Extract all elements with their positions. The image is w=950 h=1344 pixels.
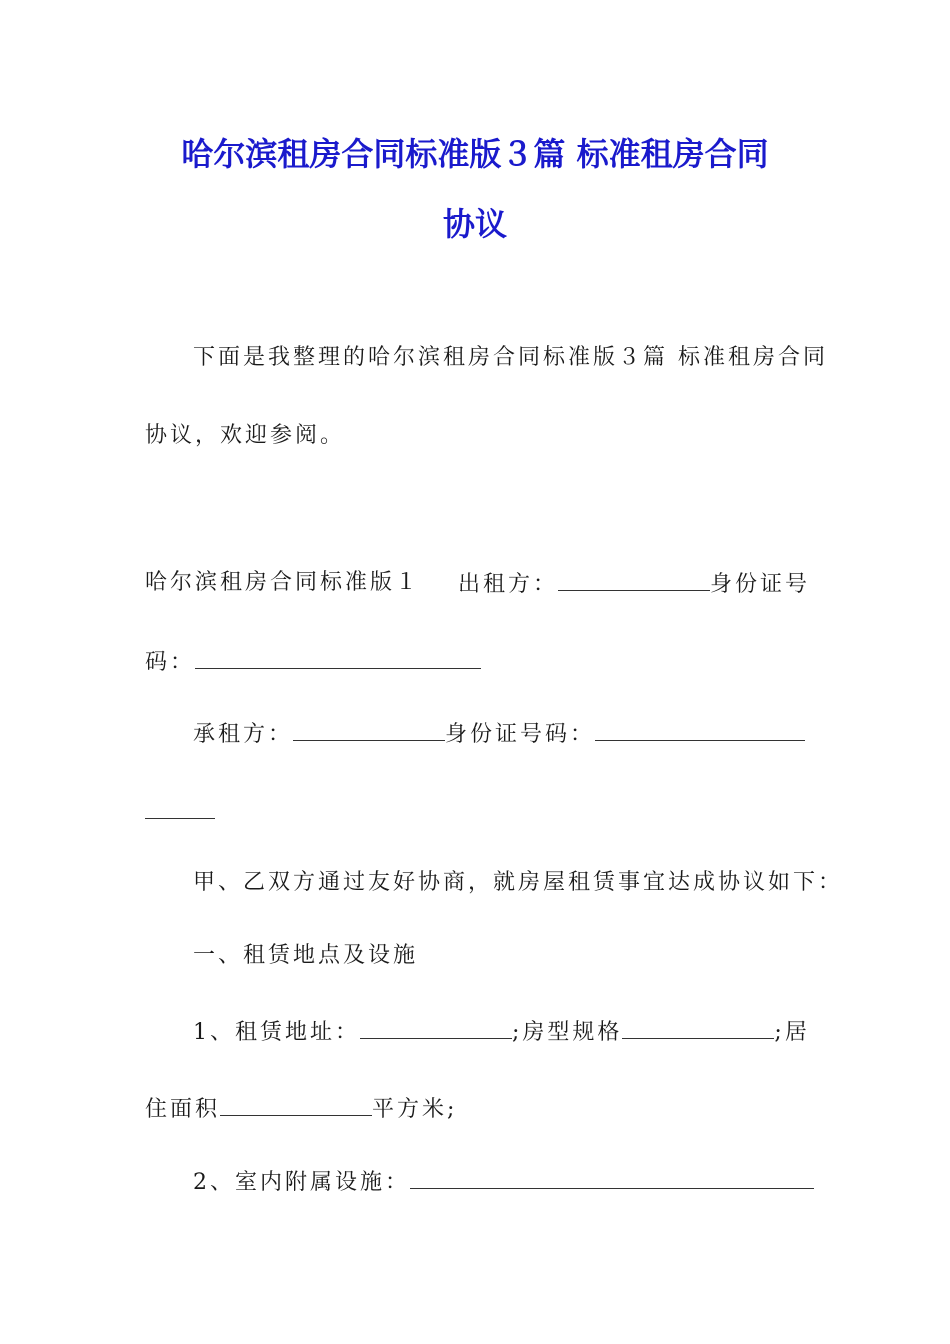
document-title-line2: 协议 — [442, 205, 507, 243]
living-area-blank — [220, 1097, 372, 1116]
lessee-blank — [293, 722, 445, 741]
item2-label: 2、室内附属设施： — [193, 1170, 410, 1195]
lessee-id-row-cont — [145, 800, 215, 824]
living-area-label: ;居 — [774, 1020, 810, 1045]
lessee-id-blank — [595, 722, 805, 741]
area-unit: 平方米; — [372, 1097, 458, 1122]
room-type-blank — [622, 1020, 774, 1039]
lessor-label: 出租方： — [458, 572, 559, 597]
lessor-blank — [558, 572, 710, 591]
contract1-header: 哈尔滨租房合同标准版１ — [145, 570, 421, 595]
contract1-header-row — [145, 572, 420, 594]
document-title-line1: 哈尔滨租房合同标准版３篇 标准租房合同 — [181, 135, 769, 173]
room-type-label: ;房型规格 — [512, 1020, 623, 1045]
lessor-id-label-cont: 码： — [145, 650, 196, 675]
intro-paragraph-line2: 协议，欢迎参阅。 — [145, 423, 346, 448]
lessor-id-label: 身份证号 — [710, 572, 811, 597]
lessee-row — [193, 722, 805, 746]
address-blank — [360, 1020, 512, 1039]
item1-row — [193, 1020, 810, 1044]
lessor-id-blank — [195, 650, 481, 669]
lessee-id-blank-cont — [145, 800, 215, 819]
section1-title: 一、租赁地点及设施 — [193, 943, 419, 968]
agreement-paragraph: 甲、乙双方通过友好协商，就房屋租赁事宜达成协议如下： — [193, 870, 844, 895]
lessor-id-row — [145, 650, 481, 674]
facilities-blank — [410, 1170, 814, 1189]
intro-paragraph-line1: 下面是我整理的哈尔滨租房合同标准版３篇 标准租房合同 — [193, 345, 828, 370]
lessor-row — [458, 572, 810, 596]
item1-address-label: 1、租赁地址： — [193, 1020, 360, 1045]
living-area-label-cont: 住面积 — [145, 1097, 221, 1122]
lessee-id-label: 身份证号码： — [445, 722, 596, 747]
item2-row — [193, 1170, 814, 1194]
lessee-label: 承租方： — [193, 722, 294, 747]
item1-row-cont — [145, 1097, 457, 1121]
